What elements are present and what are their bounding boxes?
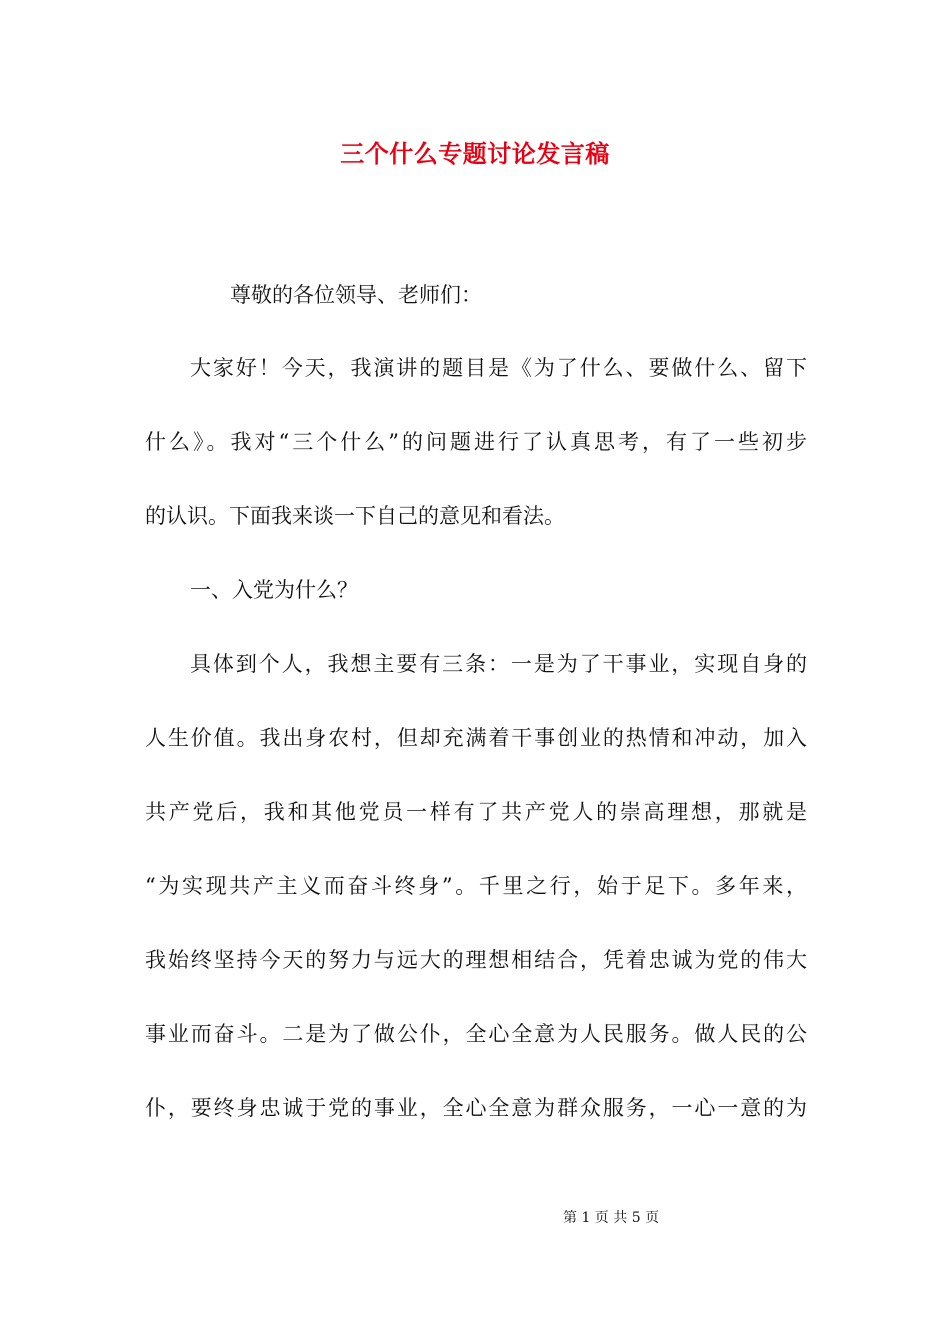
- paragraph-line: 我始终坚持今天的努力与远大的理想相结合，凭着忠诚为党的伟大: [145, 948, 807, 972]
- document-title: 三个什么专题讨论发言稿: [340, 139, 610, 168]
- page-number-footer: 第 1 页 共 5 页: [563, 1210, 660, 1226]
- paragraph-line: 的认识。下面我来谈一下自己的意见和看法。: [145, 504, 565, 528]
- paragraph-line: 具体到个人，我想主要有三条：一是为了干事业，实现自身的: [190, 652, 807, 676]
- section-heading: 一、入党为什么？: [190, 578, 358, 602]
- paragraph-line: 人生价值。我出身农村，但却充满着干事创业的热情和冲动，加入: [145, 726, 807, 750]
- paragraph-line: 大家好！今天，我演讲的题目是《为了什么、要做什么、留下: [190, 356, 807, 380]
- greeting-line: 尊敬的各位领导、老师们：: [230, 283, 482, 307]
- paragraph-line: 事业而奋斗。二是为了做公仆，全心全意为人民服务。做人民的公: [145, 1022, 807, 1046]
- paragraph-line: “为实现共产主义而奋斗终身”。千里之行，始于足下。多年来，: [145, 874, 807, 898]
- paragraph-line: 共产党后，我和其他党员一样有了共产党人的崇高理想，那就是: [145, 800, 807, 824]
- paragraph-line: 仆，要终身忠诚于党的事业，全心全意为群众服务，一心一意的为: [145, 1096, 807, 1120]
- paragraph-line: 什么》。我对“三个什么”的问题进行了认真思考，有了一些初步: [145, 430, 807, 454]
